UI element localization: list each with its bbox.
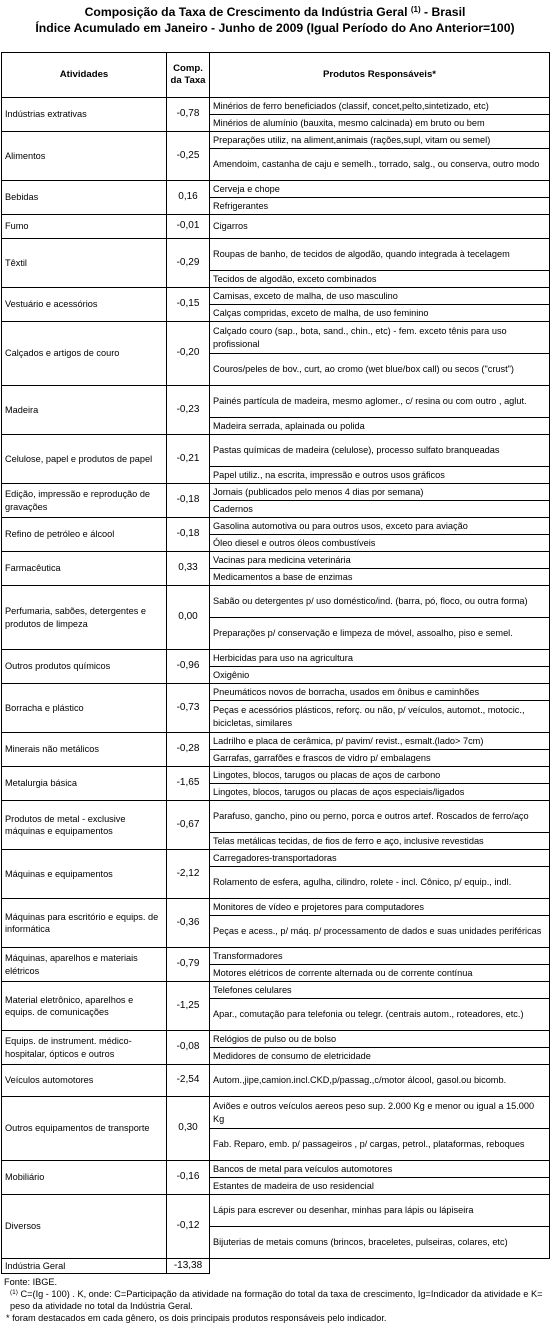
product-cell: Peças e acessórios plásticos, reforç. ou não, p/ veículos, automot., motocic., bicicletas, similares [210, 701, 550, 733]
table-row [2, 1065, 550, 1097]
table-row [2, 650, 550, 667]
table-row [2, 98, 550, 115]
footer-source: Fonte: IBGE. [4, 1277, 58, 1288]
activity-cell: Borracha e plástico [2, 684, 167, 733]
product-cell: Ladrilho e placa de cerâmica, p/ pavim/ revist., esmalt.(lado> 7cm) [210, 733, 550, 750]
growth-composition-table [1, 52, 550, 1274]
product-cell: Peças e acess., p/ máq. p/ processamento de dados e suas unidades periféricas [210, 916, 550, 948]
table-row [2, 899, 550, 916]
table-row [2, 288, 550, 305]
activity-cell: Vestuário e acessórios [2, 288, 167, 322]
product-cell: Cerveja e chope [210, 181, 550, 198]
product-cell: Aviões e outros veículos aereos peso sup. 2.000 Kg e menor ou igual a 15.000 Kg [210, 1097, 550, 1129]
title-line-1 [0, 4, 550, 20]
product-cell: Tecidos de algodão, exceto combinados [210, 271, 550, 288]
product-cell: Pastas químicas de madeira (celulose), processo sulfato branqueadas [210, 435, 550, 467]
product-cell: Painés partícula de madeira, mesmo aglomer., c/ resina ou com outro , aglut. [210, 386, 550, 418]
product-cell: Minérios de alumínio (bauxita, mesmo calcinada) em bruto ou bem [210, 115, 550, 132]
product-cell: Herbicidas para uso na agricultura [210, 650, 550, 667]
activity-cell: Bebidas [2, 181, 167, 215]
title-superscript: (1) [410, 5, 421, 14]
activity-cell: Têxtil [2, 239, 167, 288]
product-cell: Preparações p/ conservação e limpeza de móvel, assoalho, piso e semel. [210, 618, 550, 650]
activity-cell: Máquinas e equipamentos [2, 850, 167, 899]
total-row [2, 1259, 550, 1274]
product-cell: Preparações utiliz, na aliment,animais (rações,supl, vitam ou semel) [210, 132, 550, 149]
rate-cell: 0,33 [167, 552, 210, 586]
product-cell: Relógios de pulso ou de bolso [210, 1031, 550, 1048]
product-cell: Óleo diesel e outros óleos combustíveis [210, 535, 550, 552]
table-row [2, 767, 550, 784]
table-row [2, 1097, 550, 1129]
product-cell: Lingotes, blocos, tarugos ou placas de aços de carbono [210, 767, 550, 784]
product-cell: Apar., comutação para telefonia ou telegr. (centrais autom., roteadores, etc.) [210, 999, 550, 1031]
product-cell: Telas metálicas tecidas, de fios de ferro e aço, inclusive revestidas [210, 833, 550, 850]
rate-cell: -0,18 [167, 484, 210, 518]
table-row [2, 801, 550, 833]
activity-cell: Celulose, papel e produtos de papel [2, 435, 167, 484]
product-cell: Lingotes, blocos, tarugos ou placas de aços especiais/ligados [210, 784, 550, 801]
page-title [0, 0, 550, 36]
note-1-text: C=(Ig - 100) . K, onde: C=Participação da atividade na formação do total da taxa de crescimento, Ig=Indicador da atividade e K= peso da atividade no total da Indústria Geral. [10, 1289, 543, 1312]
product-cell: Bijuterias de metais comuns (brincos, braceletes, pulseiras, colares, etc) [210, 1227, 550, 1259]
rate-cell: -0,67 [167, 801, 210, 850]
rate-cell: -0,36 [167, 899, 210, 948]
product-cell: Lápis para escrever ou desenhar, minhas para lápis ou lápiseira [210, 1195, 550, 1227]
title-main: Composição da Taxa de Crescimento da Indústria Geral [84, 5, 408, 19]
product-cell: Telefones celulares [210, 982, 550, 999]
table-row [2, 948, 550, 965]
rate-cell: -2,12 [167, 850, 210, 899]
activity-cell: Indústrias extrativas [2, 98, 167, 132]
product-cell: Jornais (publicados pelo menos 4 dias por semana) [210, 484, 550, 501]
product-cell: Madeira serrada, aplainada ou polida [210, 418, 550, 435]
product-cell: Refrigerantes [210, 198, 550, 215]
footer-note-1 [4, 1288, 550, 1312]
table-row [2, 518, 550, 535]
rate-cell: -0,18 [167, 518, 210, 552]
table-row [2, 1031, 550, 1048]
table-row [2, 850, 550, 867]
product-cell: Bancos de metal para veículos automotores [210, 1161, 550, 1178]
product-cell: Cadernos [210, 501, 550, 518]
table-row [2, 239, 550, 271]
title-tail: - Brasil [420, 5, 466, 19]
rate-cell: -0,79 [167, 948, 210, 982]
product-cell: Parafuso, gancho, pino ou perno, porca e outros artef. Roscados de ferro/aço [210, 801, 550, 833]
activity-cell: Minerais não metálicos [2, 733, 167, 767]
rate-cell: -0,21 [167, 435, 210, 484]
product-cell: Autom.,jipe,camion.incl.CKD,p/passag.,c/motor álcool, gasol.ou bicomb. [210, 1065, 550, 1097]
activity-cell: Metalurgia básica [2, 767, 167, 801]
product-cell: Transformadores [210, 948, 550, 965]
table-row [2, 386, 550, 418]
table-row [2, 215, 550, 239]
table-body [2, 98, 550, 1274]
product-cell: Minérios de ferro beneficiados (classif, concet,pelto,sintetizado, etc) [210, 98, 550, 115]
product-cell: Calças compridas, exceto de malha, de uso feminino [210, 305, 550, 322]
product-cell: Fab. Reparo, emb. p/ passageiros , p/ cargas, petrol., plataformas, reboques [210, 1129, 550, 1161]
table-row [2, 1161, 550, 1178]
product-cell: Papel utiliz., na escrita, impressão e outros usos gráficos [210, 467, 550, 484]
header-atividades: Atividades [2, 53, 167, 98]
activity-cell: Máquinas, aparelhos e materiais elétricos [2, 948, 167, 982]
product-cell: Pneumáticos novos de borracha, usados em ônibus e caminhões [210, 684, 550, 701]
activity-cell: Material eletrônico, aparelhos e equips. de comunicações [2, 982, 167, 1031]
activity-cell: Outros equipamentos de transporte [2, 1097, 167, 1161]
rate-cell: -0,78 [167, 98, 210, 132]
activity-cell: Outros produtos químicos [2, 650, 167, 684]
table-row [2, 552, 550, 569]
total-activity-cell: Indústria Geral [2, 1259, 167, 1274]
product-cell: Camisas, exceto de malha, de uso masculino [210, 288, 550, 305]
rate-cell: -0,20 [167, 322, 210, 386]
rate-cell: -0,25 [167, 132, 210, 181]
product-cell: Rolamento de esfera, agulha, cilindro, rolete - incl. Cônico, p/ equip., indl. [210, 867, 550, 899]
table-header-row [2, 53, 550, 98]
activity-cell: Perfumaria, sabões, detergentes e produtos de limpeza [2, 586, 167, 650]
activity-cell: Alimentos [2, 132, 167, 181]
header-comp-taxa: Comp. da Taxa [167, 53, 210, 98]
activity-cell: Veículos automotores [2, 1065, 167, 1097]
note-1-superscript: (1) [10, 1289, 18, 1297]
product-cell: Motores elétricos de corrente alternada ou de corrente contínua [210, 965, 550, 982]
rate-cell: -0,73 [167, 684, 210, 733]
product-cell: Amendoim, castanha de caju e semelh., torrado, salg., ou conserva, outro modo [210, 149, 550, 181]
activity-cell: Edição, impressão e reprodução de gravações [2, 484, 167, 518]
rate-cell: -0,28 [167, 733, 210, 767]
rate-cell: -0,29 [167, 239, 210, 288]
rate-cell: 0,00 [167, 586, 210, 650]
table-row [2, 484, 550, 501]
activity-cell: Calçados e artigos de couro [2, 322, 167, 386]
product-cell: Medicamentos a base de enzimas [210, 569, 550, 586]
footer-note-2: * foram destacados em cada gênero, os dois principais produtos responsáveis pelo indicador. [6, 1313, 387, 1324]
table-row [2, 684, 550, 701]
product-cell: Sabão ou detergentes p/ uso doméstico/ind. (barra, pó, floco, ou outra forma) [210, 586, 550, 618]
table-row [2, 1195, 550, 1227]
product-cell: Cigarros [210, 215, 550, 239]
rate-cell: -0,08 [167, 1031, 210, 1065]
product-cell: Carregadores-transportadoras [210, 850, 550, 867]
rate-cell: -0,12 [167, 1195, 210, 1259]
table-row [2, 181, 550, 198]
product-cell: Roupas de banho, de tecidos de algodão, quando integrada à tecelagem [210, 239, 550, 271]
activity-cell: Mobiliário [2, 1161, 167, 1195]
product-cell: Garrafas, garrafões e frascos de vidro p/ embalagens [210, 750, 550, 767]
activity-cell: Diversos [2, 1195, 167, 1259]
table-row [2, 435, 550, 467]
product-cell: Gasolina automotiva ou para outros usos, exceto para aviação [210, 518, 550, 535]
table-row [2, 586, 550, 618]
activity-cell: Produtos de metal - exclusive máquinas e equipamentos [2, 801, 167, 850]
activity-cell: Máquinas para escritório e equips. de informática [2, 899, 167, 948]
rate-cell: 0,16 [167, 181, 210, 215]
table-row [2, 733, 550, 750]
activity-cell: Madeira [2, 386, 167, 435]
total-rate-cell: -13,38 [167, 1259, 210, 1274]
product-cell: Monitores de vídeo e projetores para computadores [210, 899, 550, 916]
product-cell: Estantes de madeira de uso residencial [210, 1178, 550, 1195]
rate-cell: -2,54 [167, 1065, 210, 1097]
product-cell: Medidores de consumo de eletricidade [210, 1048, 550, 1065]
activity-cell: Equips. de instrument. médico-hospitalar, ópticos e outros [2, 1031, 167, 1065]
product-cell: Calçado couro (sap., bota, sand., chin., etc) - fem. exceto tênis para uso profissional [210, 322, 550, 354]
product-cell: Oxigênio [210, 667, 550, 684]
table-row [2, 132, 550, 149]
rate-cell: -1,65 [167, 767, 210, 801]
table-row [2, 982, 550, 999]
footer [0, 1274, 550, 1324]
product-cell: Vacinas para medicina veterinária [210, 552, 550, 569]
title-line-2: Índice Acumulado em Janeiro - Junho de 2009 (Igual Período do Ano Anterior=100) [35, 21, 515, 35]
product-cell: Couros/peles de bov., curt, ao cromo (wet blue/box call) ou secos ("crust") [210, 354, 550, 386]
activity-cell: Fumo [2, 215, 167, 239]
rate-cell: -0,16 [167, 1161, 210, 1195]
rate-cell: -0,01 [167, 215, 210, 239]
rate-cell: -0,15 [167, 288, 210, 322]
activity-cell: Refino de petróleo e álcool [2, 518, 167, 552]
table-row [2, 322, 550, 354]
rate-cell: 0,30 [167, 1097, 210, 1161]
activity-cell: Farmacêutica [2, 552, 167, 586]
header-produtos: Produtos Responsáveis* [210, 53, 550, 98]
rate-cell: -0,23 [167, 386, 210, 435]
rate-cell: -0,96 [167, 650, 210, 684]
rate-cell: -1,25 [167, 982, 210, 1031]
